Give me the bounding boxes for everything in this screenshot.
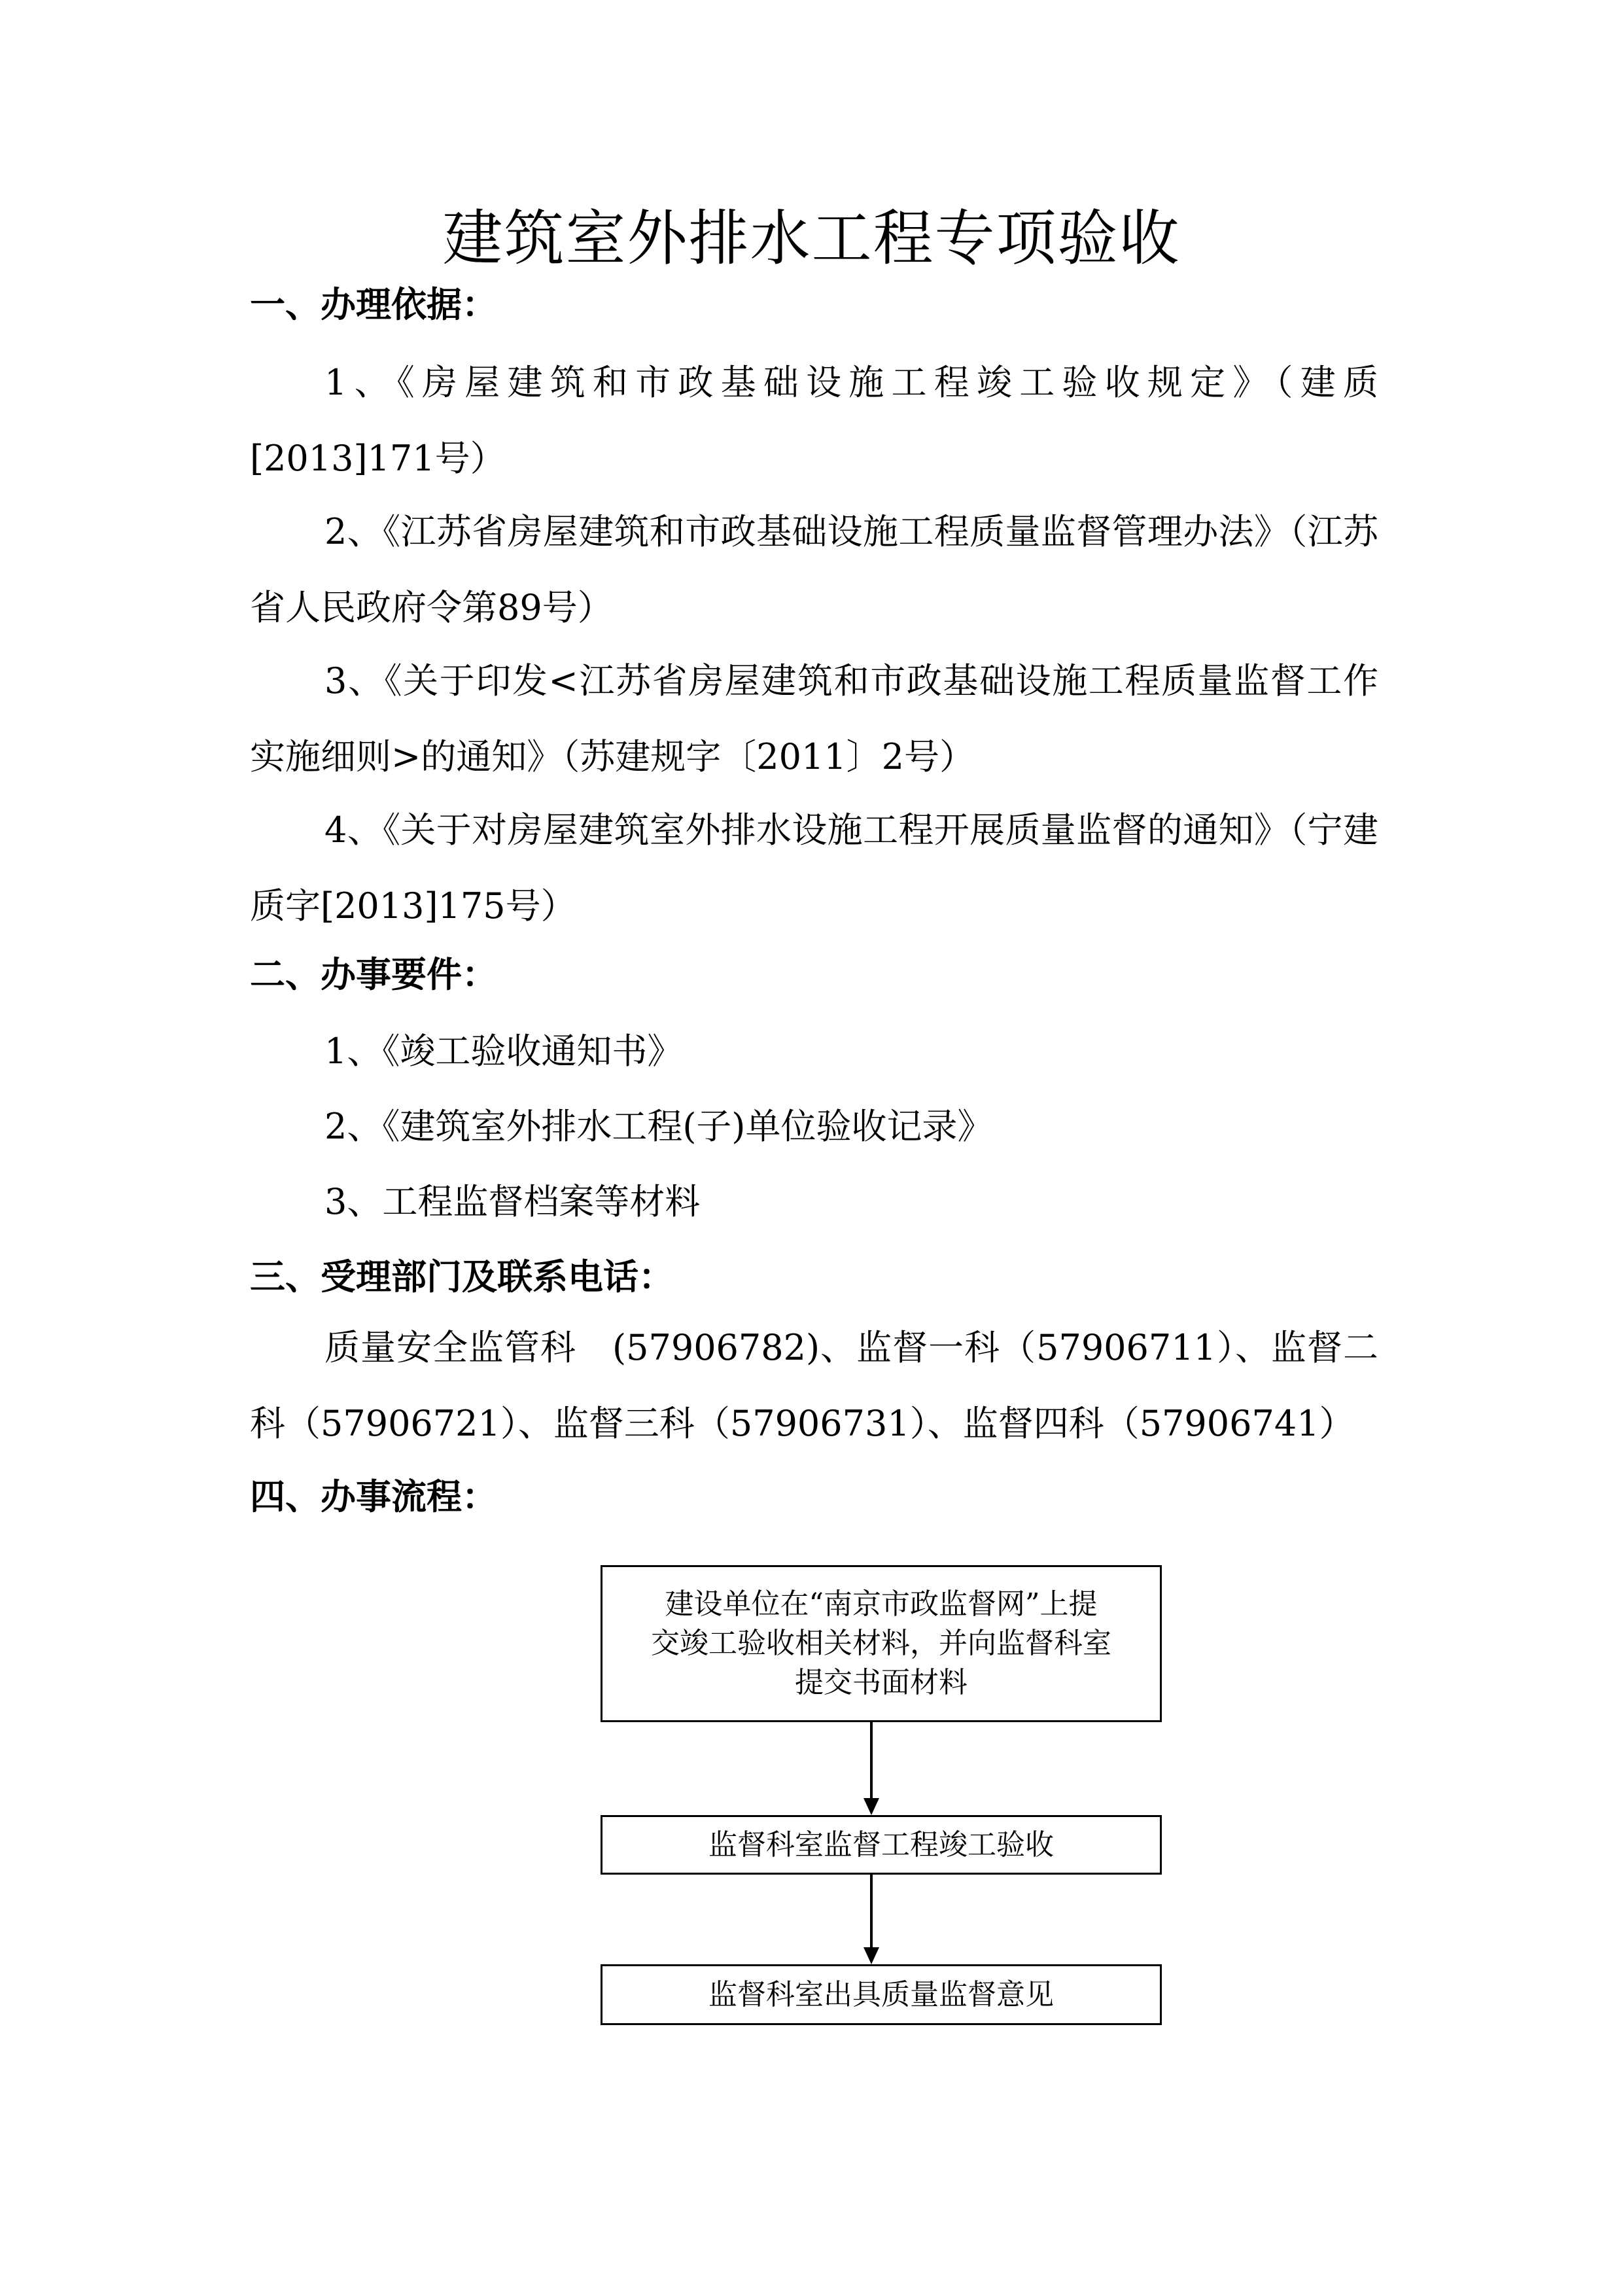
flow-step-submit: [601, 1565, 1162, 1722]
requirement-item-2: 2、《建筑室外排水工程(子)单位验收记录》: [324, 1106, 993, 1147]
basis-item-4: 4、《关于对房屋建筑室外排水设施工程开展质量监督的通知》（宁建质字[2013]175号）: [250, 809, 1378, 927]
section-heading-process: 四、办事流程：: [250, 1476, 497, 1517]
flow-step-line: 交竣工验收相关材料，并向监督科室: [651, 1627, 1111, 1660]
requirement-item-1: 1、《竣工验收通知书》: [324, 1031, 683, 1072]
flow-step-line: 监督科室监督工程竣工验收: [708, 1828, 1054, 1862]
arrow-step1-to-step2: [864, 1722, 879, 1815]
page-title: 建筑室外排水工程专项验收: [442, 203, 1181, 274]
contact-list: 质量安全监管科 (57906782)、监督一科（57906711）、监督二科（57906721）、监督三科（57906731）、监督四科（57906741）: [250, 1327, 1378, 1444]
section-heading-basis: 一、办理依据：: [250, 284, 497, 325]
section-heading-requirements: 二、办事要件：: [250, 954, 497, 995]
flow-step-text: [651, 1585, 1111, 1703]
requirement-item-3: 3、工程监督档案等材料: [324, 1181, 701, 1222]
flow-step-line: 建设单位在“南京市政监督网”上提: [665, 1587, 1098, 1621]
arrow-head: [864, 1798, 879, 1815]
basis-item-1: 1、《房屋建筑和市政基础设施工程竣工验收规定》（建质[2013]171号）: [250, 362, 1378, 479]
basis-item-2: 2、《江苏省房屋建筑和市政基础设施工程质量监督管理办法》（江苏省人民政府令第89号）: [250, 511, 1378, 628]
flow-step-line: 提交书面材料: [795, 1666, 968, 1699]
flow-step-line: 监督科室出具质量监督意见: [708, 1977, 1054, 2011]
arrow-head: [864, 1947, 879, 1964]
section-heading-contacts: 三、受理部门及联系电话：: [250, 1256, 674, 1298]
basis-item-3: 3、《关于印发<江苏省房屋建筑和市政基础设施工程质量监督工作实施细则>的通知》（苏建规字〔2011〕2号）: [250, 660, 1378, 777]
arrow-step2-to-step3: [864, 1875, 879, 1964]
flow-step-inspect: [601, 1815, 1162, 1875]
flow-step-opinion: [601, 1964, 1162, 2025]
